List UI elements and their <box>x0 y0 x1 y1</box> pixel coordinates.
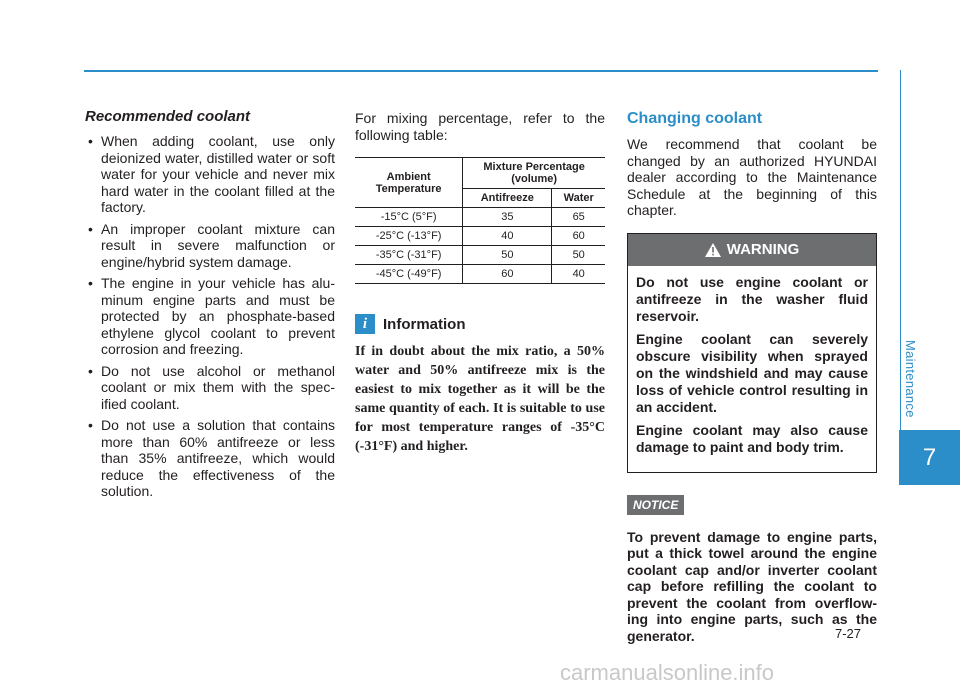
cell-temp: -15°C (5°F) <box>355 208 463 227</box>
warning-banner <box>628 234 876 266</box>
cell-water: 65 <box>552 208 605 227</box>
cell-antifreeze: 60 <box>463 265 552 284</box>
header-water: Water <box>552 189 605 208</box>
warning-triangle-icon <box>705 243 721 257</box>
cell-water: 60 <box>552 227 605 246</box>
cell-antifreeze: 40 <box>463 227 552 246</box>
cell-temp: -25°C (-13°F) <box>355 227 463 246</box>
mixing-section <box>355 110 605 456</box>
table-row <box>355 227 605 246</box>
chapter-side-label-text: Maintenance <box>903 340 918 418</box>
top-rule <box>84 70 878 72</box>
header-mixture: Mixture Percentage (volume) <box>463 158 605 189</box>
cell-temp: -45°C (-49°F) <box>355 265 463 284</box>
information-header <box>355 314 605 334</box>
cell-temp: -35°C (-31°F) <box>355 246 463 265</box>
cell-water: 40 <box>552 265 605 284</box>
notice-badge: NOTICE <box>627 495 684 515</box>
warning-paragraph: Engine coolant may also cause damage to paint and body trim. <box>636 421 868 455</box>
list-item: • Do not use a solution that contains more than 60% antifreeze or less than 35% antifreeze, which would reduce the effectiveness of the solution. <box>88 417 335 499</box>
list-item: • When adding coolant, use only deionized water, distilled water or soft water for your vehicle and never mix hard water in the coolant filled at the factory. <box>88 133 335 215</box>
warning-paragraph: Engine coolant can severely obscure visibility when sprayed on the windshield and may cause loss of vehicle control resulting in an accident. <box>636 330 868 415</box>
watermark: carmanualsonline.info <box>560 660 775 685</box>
changing-coolant-intro: We recommend that coolant be changed by an authorized HYUNDAI dealer according to the Maintenance Schedule at the beginning of this chapter. <box>627 136 877 218</box>
recommended-coolant-list <box>85 133 335 500</box>
cell-water: 50 <box>552 246 605 265</box>
cell-antifreeze: 50 <box>463 246 552 265</box>
chapter-side-label <box>898 340 920 430</box>
list-item: • Do not use alcohol or methanol coolant or mix them with the spec-ified coolant. <box>88 362 335 412</box>
chapter-number-tab: 7 <box>899 430 960 485</box>
page-number: 7-27 <box>835 626 862 641</box>
information-title: Information <box>383 315 466 333</box>
recommended-coolant-section <box>85 108 335 505</box>
notice-text: To prevent damage to engine parts, put a thick towel around the engine coolant cap and/or inverter coolant cap before refilling the coolant to prevent the coolant from overflow-ing into engine parts, such as the generator. <box>627 528 877 644</box>
table-row <box>355 208 605 227</box>
changing-coolant-heading: Changing coolant <box>627 110 763 127</box>
warning-title: WARNING <box>726 241 800 258</box>
mixture-table <box>355 157 605 284</box>
information-icon: i <box>355 314 375 334</box>
warning-body <box>628 266 876 472</box>
table-row <box>355 265 605 284</box>
recommended-coolant-heading: Recommended coolant <box>85 108 251 125</box>
information-text: If in doubt about the mix ratio, a 50% water and 50% antifreeze mix is the easiest to mix together as it will be the same quantity of each. It is suitable to use for most temperature ranges of -35°C (-31°F) and higher. <box>355 344 605 454</box>
list-item: • An improper coolant mixture can result in severe malfunction or engine/hybrid system damage. <box>88 220 335 270</box>
list-item: • The engine in your vehicle has alu-minum engine parts and must be protected by an phosphate-based ethylene glycol coolant to prevent corrosion and freezing. <box>88 275 335 357</box>
table-row <box>355 246 605 265</box>
header-ambient: Ambient Temperature <box>355 158 463 208</box>
cell-antifreeze: 35 <box>463 208 552 227</box>
warning-paragraph: Do not use engine coolant or antifreeze in the washer fluid reservoir. <box>636 273 868 324</box>
header-antifreeze: Antifreeze <box>463 189 552 208</box>
mixing-intro: For mixing percentage, refer to the following table: <box>355 110 605 143</box>
warning-box <box>627 233 877 473</box>
changing-coolant-section <box>627 110 877 644</box>
